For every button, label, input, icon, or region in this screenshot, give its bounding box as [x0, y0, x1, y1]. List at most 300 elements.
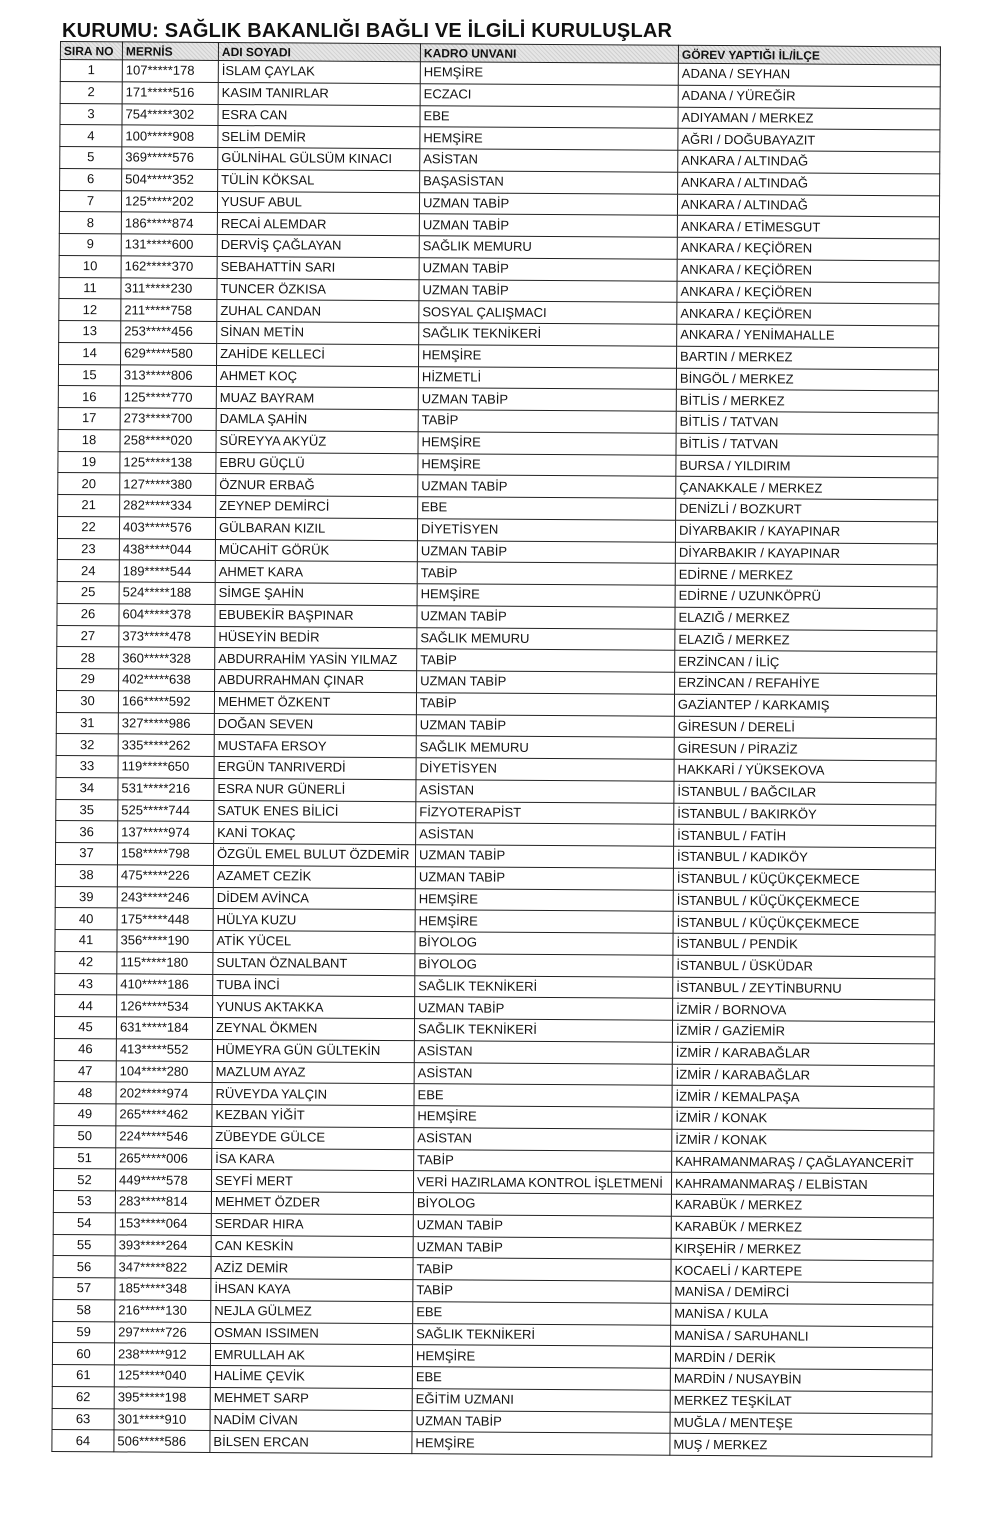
- cell-adi-soyadi: ATİK YÜCEL: [213, 930, 415, 953]
- cell-kadro-unvani: DİYETİSYEN: [417, 518, 675, 541]
- cell-adi-soyadi: EBRU GÜÇLÜ: [216, 452, 418, 475]
- cell-kadro-unvani: UZMAN TABİP: [418, 475, 676, 498]
- cell-gorev-yeri: ADANA / SEYHAN: [678, 63, 940, 86]
- cell-adi-soyadi: SEYFİ MERT: [211, 1170, 413, 1193]
- cell-adi-soyadi: ZÜBEYDE GÜLCE: [212, 1126, 414, 1149]
- cell-kadro-unvani: UZMAN TABİP: [419, 279, 677, 302]
- cell-adi-soyadi: SATUK ENES BİLİCİ: [214, 800, 416, 823]
- cell-mernis: 410*****186: [117, 973, 213, 995]
- cell-mernis: 754*****302: [122, 103, 218, 125]
- cell-mernis: 125*****138: [120, 451, 216, 473]
- header-mernis: MERNİS: [122, 42, 218, 61]
- cell-kadro-unvani: UZMAN TABİP: [417, 671, 675, 694]
- cell-adi-soyadi: ZUHAL CANDAN: [217, 300, 419, 323]
- cell-mernis: 438*****044: [119, 538, 215, 560]
- cell-adi-soyadi: SİMGE ŞAHİN: [215, 582, 417, 605]
- cell-mernis: 186*****874: [121, 212, 217, 234]
- table-row: [52, 1430, 932, 1457]
- header-adi-soyadi: ADI SOYADI: [218, 42, 420, 61]
- cell-sira-no: 19: [58, 451, 120, 473]
- cell-mernis: 224*****546: [116, 1126, 212, 1148]
- cell-mernis: 185*****348: [115, 1278, 211, 1300]
- cell-kadro-unvani: UZMAN TABİP: [417, 605, 675, 628]
- cell-gorev-yeri: ELAZIĞ / MERKEZ: [675, 629, 937, 652]
- cell-mernis: 283*****814: [115, 1191, 211, 1213]
- cell-gorev-yeri: İSTANBUL / ÜSKÜDAR: [673, 955, 935, 978]
- cell-adi-soyadi: HÜSEYİN BEDİR: [215, 626, 417, 649]
- cell-kadro-unvani: BAŞASİSTAN: [420, 170, 678, 193]
- cell-kadro-unvani: EBE: [418, 497, 676, 520]
- cell-mernis: 258*****020: [120, 430, 216, 452]
- cell-adi-soyadi: DAMLA ŞAHİN: [216, 408, 418, 431]
- cell-gorev-yeri: ANKARA / KEÇİÖREN: [677, 259, 939, 282]
- cell-mernis: 531*****216: [118, 778, 214, 800]
- cell-mernis: 273*****700: [120, 408, 216, 430]
- cell-kadro-unvani: HEMŞİRE: [418, 453, 676, 476]
- cell-mernis: 265*****006: [116, 1147, 212, 1169]
- cell-gorev-yeri: BİTLİS / TATVAN: [676, 411, 938, 434]
- cell-kadro-unvani: SAĞLIK MEMURU: [417, 627, 675, 650]
- cell-mernis: 347*****822: [115, 1256, 211, 1278]
- cell-mernis: 125*****202: [121, 190, 217, 212]
- cell-adi-soyadi: DOĞAN SEVEN: [214, 713, 416, 736]
- cell-sira-no: 22: [57, 516, 119, 538]
- cell-sira-no: 52: [53, 1169, 115, 1191]
- cell-kadro-unvani: EĞİTİM UZMANI: [412, 1388, 670, 1411]
- cell-gorev-yeri: İZMİR / KARABAĞLAR: [672, 1042, 934, 1065]
- cell-adi-soyadi: İSLAM ÇAYLAK: [218, 60, 420, 83]
- cell-adi-soyadi: DERVİŞ ÇAĞLAYAN: [217, 234, 419, 257]
- cell-sira-no: 59: [53, 1321, 115, 1343]
- cell-sira-no: 63: [52, 1408, 114, 1430]
- cell-kadro-unvani: HEMŞİRE: [415, 888, 673, 911]
- cell-mernis: 395*****198: [114, 1387, 210, 1409]
- cell-adi-soyadi: CAN KESKİN: [211, 1235, 413, 1258]
- cell-adi-soyadi: TUNCER ÖZKISA: [217, 278, 419, 301]
- cell-mernis: 313*****806: [120, 364, 216, 386]
- cell-adi-soyadi: TUBA İNCİ: [213, 974, 415, 997]
- cell-adi-soyadi: MÜCAHİT GÖRÜK: [215, 539, 417, 562]
- cell-gorev-yeri: DİYARBAKIR / KAYAPINAR: [675, 520, 937, 543]
- cell-sira-no: 10: [59, 255, 121, 277]
- cell-mernis: 238*****912: [114, 1343, 210, 1365]
- cell-adi-soyadi: SÜREYYA AKYÜZ: [216, 430, 418, 453]
- cell-kadro-unvani: SOSYAL ÇALIŞMACI: [419, 301, 677, 324]
- cell-gorev-yeri: KARABÜK / MERKEZ: [671, 1194, 933, 1217]
- cell-sira-no: 49: [54, 1103, 116, 1125]
- cell-sira-no: 45: [54, 1016, 116, 1038]
- cell-gorev-yeri: İSTANBUL / KÜÇÜKÇEKMECE: [673, 890, 935, 913]
- cell-kadro-unvani: HEMŞİRE: [412, 1432, 670, 1455]
- cell-gorev-yeri: İZMİR / KONAK: [672, 1129, 934, 1152]
- cell-gorev-yeri: ÇANAKKALE / MERKEZ: [676, 477, 938, 500]
- cell-kadro-unvani: SAĞLIK TEKNİKERİ: [414, 1019, 672, 1042]
- cell-sira-no: 33: [56, 755, 118, 777]
- cell-sira-no: 29: [57, 668, 119, 690]
- cell-gorev-yeri: MUĞLA / MENTEŞE: [670, 1412, 932, 1435]
- cell-kadro-unvani: BİYOLOG: [415, 953, 673, 976]
- cell-sira-no: 64: [52, 1430, 114, 1452]
- cell-gorev-yeri: KAHRAMANMARAŞ / ELBİSTAN: [671, 1173, 933, 1196]
- cell-gorev-yeri: İSTANBUL / BAKIRKÖY: [674, 803, 936, 826]
- cell-kadro-unvani: EBE: [414, 1084, 672, 1107]
- cell-sira-no: 46: [54, 1038, 116, 1060]
- cell-adi-soyadi: ERGÜN TANRIVERDİ: [214, 756, 416, 779]
- cell-mernis: 360*****328: [119, 647, 215, 669]
- cell-adi-soyadi: YUSUF ABUL: [217, 191, 419, 214]
- cell-kadro-unvani: UZMAN TABİP: [418, 388, 676, 411]
- cell-gorev-yeri: ANKARA / KEÇİÖREN: [677, 281, 939, 304]
- cell-mernis: 369*****576: [122, 147, 218, 169]
- cell-gorev-yeri: ANKARA / ALTINDAĞ: [678, 150, 940, 173]
- cell-gorev-yeri: MANİSA / KULA: [671, 1303, 933, 1326]
- cell-kadro-unvani: SAĞLIK MEMURU: [419, 236, 677, 259]
- cell-gorev-yeri: BİTLİS / TATVAN: [676, 433, 938, 456]
- cell-adi-soyadi: SİNAN METİN: [217, 321, 419, 344]
- cell-mernis: 162*****370: [121, 256, 217, 278]
- cell-gorev-yeri: ANKARA / KEÇİÖREN: [677, 237, 939, 260]
- cell-kadro-unvani: HİZMETLİ: [418, 366, 676, 389]
- cell-kadro-unvani: UZMAN TABİP: [413, 1214, 671, 1237]
- cell-sira-no: 54: [53, 1212, 115, 1234]
- cell-adi-soyadi: AZAMET CEZİK: [213, 865, 415, 888]
- cell-gorev-yeri: İSTANBUL / KADIKÖY: [673, 846, 935, 869]
- cell-mernis: 127*****380: [120, 473, 216, 495]
- cell-mernis: 153*****064: [115, 1213, 211, 1235]
- cell-adi-soyadi: GÜLNİHAL GÜLSÜM KINACI: [218, 147, 420, 170]
- cell-sira-no: 21: [58, 494, 120, 516]
- cell-gorev-yeri: ADIYAMAN / MERKEZ: [678, 107, 940, 130]
- cell-adi-soyadi: ÖZGÜL EMEL BULUT ÖZDEMİR: [213, 843, 415, 866]
- cell-mernis: 504*****352: [122, 169, 218, 191]
- cell-gorev-yeri: İZMİR / KEMALPAŞA: [672, 1086, 934, 1109]
- cell-sira-no: 47: [54, 1060, 116, 1082]
- cell-kadro-unvani: EBE: [420, 105, 678, 128]
- cell-kadro-unvani: EBE: [413, 1301, 671, 1324]
- cell-gorev-yeri: EDİRNE / MERKEZ: [675, 564, 937, 587]
- cell-gorev-yeri: KOCAELİ / KARTEPE: [671, 1260, 933, 1283]
- cell-mernis: 373*****478: [119, 625, 215, 647]
- header-kadro-unvani: KADRO UNVANI: [420, 44, 678, 64]
- cell-gorev-yeri: İZMİR / BORNOVA: [673, 999, 935, 1022]
- cell-kadro-unvani: HEMŞİRE: [420, 62, 678, 85]
- cell-adi-soyadi: ZEYNEP DEMİRCİ: [216, 495, 418, 518]
- cell-gorev-yeri: MANİSA / SARUHANLI: [671, 1325, 933, 1348]
- cell-kadro-unvani: ASİSTAN: [414, 1040, 672, 1063]
- cell-sira-no: 36: [56, 821, 118, 843]
- cell-mernis: 524*****188: [119, 582, 215, 604]
- cell-mernis: 301*****910: [114, 1408, 210, 1430]
- cell-sira-no: 20: [58, 473, 120, 495]
- cell-kadro-unvani: UZMAN TABİP: [416, 714, 674, 737]
- cell-mernis: 265*****462: [116, 1104, 212, 1126]
- cell-kadro-unvani: VERİ HAZIRLAMA KONTROL İŞLETMENİ: [413, 1171, 671, 1194]
- cell-kadro-unvani: UZMAN TABİP: [415, 866, 673, 889]
- cell-mernis: 216*****130: [115, 1300, 211, 1322]
- cell-adi-soyadi: NEJLA GÜLMEZ: [211, 1300, 413, 1323]
- cell-sira-no: 35: [56, 799, 118, 821]
- cell-mernis: 506*****586: [114, 1430, 210, 1452]
- cell-adi-soyadi: MEHMET SARP: [210, 1387, 412, 1410]
- cell-gorev-yeri: DENİZLİ / BOZKURT: [676, 498, 938, 521]
- cell-sira-no: 60: [52, 1343, 114, 1365]
- cell-adi-soyadi: RECAİ ALEMDAR: [217, 213, 419, 236]
- cell-kadro-unvani: UZMAN TABİP: [415, 997, 673, 1020]
- cell-adi-soyadi: HALİME ÇEVİK: [210, 1365, 412, 1388]
- header-sira-no: SIRA NO: [60, 42, 122, 60]
- cell-mernis: 243*****246: [117, 886, 213, 908]
- cell-sira-no: 56: [53, 1256, 115, 1278]
- cell-kadro-unvani: TABİP: [413, 1280, 671, 1303]
- cell-adi-soyadi: AHMET KOÇ: [216, 365, 418, 388]
- cell-sira-no: 25: [57, 581, 119, 603]
- cell-adi-soyadi: İHSAN KAYA: [211, 1278, 413, 1301]
- cell-sira-no: 43: [55, 973, 117, 995]
- cell-sira-no: 37: [55, 842, 117, 864]
- cell-adi-soyadi: RÜVEYDA YALÇIN: [212, 1083, 414, 1106]
- cell-adi-soyadi: SERDAR HIRA: [211, 1213, 413, 1236]
- cell-sira-no: 55: [53, 1234, 115, 1256]
- cell-mernis: 175*****448: [117, 908, 213, 930]
- cell-sira-no: 58: [53, 1299, 115, 1321]
- cell-sira-no: 62: [52, 1386, 114, 1408]
- cell-sira-no: 31: [56, 712, 118, 734]
- cell-mernis: 297*****726: [115, 1321, 211, 1343]
- cell-gorev-yeri: İSTANBUL / KÜÇÜKÇEKMECE: [673, 868, 935, 891]
- cell-kadro-unvani: SAĞLIK TEKNİKERİ: [419, 323, 677, 346]
- cell-adi-soyadi: ÖZNUR ERBAĞ: [216, 474, 418, 497]
- cell-sira-no: 61: [52, 1364, 114, 1386]
- cell-sira-no: 26: [57, 603, 119, 625]
- cell-kadro-unvani: ASİSTAN: [420, 149, 678, 172]
- cell-mernis: 137*****974: [118, 821, 214, 843]
- cell-gorev-yeri: HAKKARİ / YÜKSEKOVA: [674, 759, 936, 782]
- cell-mernis: 311*****230: [121, 277, 217, 299]
- cell-gorev-yeri: GİRESUN / DERELİ: [674, 716, 936, 739]
- cell-kadro-unvani: HEMŞİRE: [412, 1345, 670, 1368]
- cell-sira-no: 18: [58, 429, 120, 451]
- cell-gorev-yeri: MERKEZ TEŞKİLAT: [670, 1390, 932, 1413]
- cell-gorev-yeri: MANİSA / DEMİRCİ: [671, 1281, 933, 1304]
- cell-sira-no: 32: [56, 734, 118, 756]
- cell-sira-no: 13: [59, 320, 121, 342]
- cell-kadro-unvani: UZMAN TABİP: [417, 540, 675, 563]
- cell-gorev-yeri: ANKARA / KEÇİÖREN: [677, 303, 939, 326]
- cell-adi-soyadi: TÜLİN KÖKSAL: [218, 169, 420, 192]
- cell-sira-no: 3: [60, 103, 122, 125]
- cell-mernis: 525*****744: [118, 799, 214, 821]
- cell-gorev-yeri: İSTANBUL / ZEYTİNBURNU: [673, 977, 935, 1000]
- cell-gorev-yeri: MUŞ / MERKEZ: [670, 1434, 932, 1457]
- cell-mernis: 449*****578: [115, 1169, 211, 1191]
- cell-mernis: 413*****552: [116, 1039, 212, 1061]
- cell-adi-soyadi: SULTAN ÖZNALBANT: [213, 952, 415, 975]
- table-body: [52, 60, 940, 1457]
- cell-mernis: 189*****544: [119, 560, 215, 582]
- cell-sira-no: 12: [59, 299, 121, 321]
- cell-sira-no: 39: [55, 886, 117, 908]
- cell-gorev-yeri: ERZİNCAN / İLİÇ: [675, 651, 937, 674]
- cell-gorev-yeri: MARDİN / DERİK: [670, 1347, 932, 1370]
- cell-sira-no: 11: [59, 277, 121, 299]
- cell-mernis: 629*****580: [121, 343, 217, 365]
- cell-kadro-unvani: UZMAN TABİP: [412, 1410, 670, 1433]
- cell-gorev-yeri: ADANA / YÜREĞİR: [678, 85, 940, 108]
- cell-kadro-unvani: EBE: [412, 1367, 670, 1390]
- cell-adi-soyadi: HÜMEYRA GÜN GÜLTEKİN: [212, 1039, 414, 1062]
- cell-gorev-yeri: GAZİANTEP / KARKAMIŞ: [674, 694, 936, 717]
- cell-kadro-unvani: ASİSTAN: [416, 823, 674, 846]
- cell-sira-no: 53: [53, 1190, 115, 1212]
- cell-kadro-unvani: BİYOLOG: [415, 932, 673, 955]
- cell-sira-no: 24: [57, 560, 119, 582]
- cell-kadro-unvani: ASİSTAN: [414, 1127, 672, 1150]
- cell-kadro-unvani: TABİP: [417, 562, 675, 585]
- cell-kadro-unvani: ASİSTAN: [416, 779, 674, 802]
- cell-gorev-yeri: İSTANBUL / FATİH: [674, 825, 936, 848]
- cell-kadro-unvani: TABİP: [414, 1149, 672, 1172]
- cell-kadro-unvani: TABİP: [413, 1258, 671, 1281]
- cell-gorev-yeri: İSTANBUL / KÜÇÜKÇEKMECE: [673, 912, 935, 935]
- cell-sira-no: 38: [55, 864, 117, 886]
- cell-kadro-unvani: BİYOLOG: [413, 1193, 671, 1216]
- cell-mernis: 202*****974: [116, 1082, 212, 1104]
- cell-gorev-yeri: İZMİR / GAZİEMİR: [672, 1020, 934, 1043]
- cell-gorev-yeri: ANKARA / ALTINDAĞ: [677, 194, 939, 217]
- cell-sira-no: 9: [59, 233, 121, 255]
- cell-adi-soyadi: ZEYNAL ÖKMEN: [212, 1017, 414, 1040]
- cell-sira-no: 7: [59, 190, 121, 212]
- cell-gorev-yeri: BURSA / YILDIRIM: [676, 455, 938, 478]
- cell-mernis: 104*****280: [116, 1060, 212, 1082]
- cell-sira-no: 50: [54, 1125, 116, 1147]
- cell-sira-no: 34: [56, 777, 118, 799]
- cell-sira-no: 2: [60, 81, 122, 103]
- cell-mernis: 475*****226: [117, 865, 213, 887]
- cell-adi-soyadi: AZİZ DEMİR: [211, 1257, 413, 1280]
- cell-adi-soyadi: YUNUS AKTAKKA: [213, 996, 415, 1019]
- cell-adi-soyadi: OSMAN ISSIMEN: [211, 1322, 413, 1345]
- cell-adi-soyadi: MUSTAFA ERSOY: [214, 735, 416, 758]
- cell-adi-soyadi: EBUBEKİR BAŞPINAR: [215, 604, 417, 627]
- cell-gorev-yeri: KAHRAMANMARAŞ / ÇAĞLAYANCERİT: [672, 1151, 934, 1174]
- cell-mernis: 119*****650: [118, 756, 214, 778]
- cell-sira-no: 8: [59, 212, 121, 234]
- cell-mernis: 100*****908: [122, 125, 218, 147]
- document-title: KURUMU: SAĞLIK BAKANLIĞI BAĞLI VE İLGİLİ KURULUŞLAR: [62, 20, 673, 42]
- cell-sira-no: 30: [56, 690, 118, 712]
- cell-mernis: 125*****770: [120, 386, 216, 408]
- cell-sira-no: 1: [60, 60, 122, 82]
- cell-adi-soyadi: HÜLYA KUZU: [213, 909, 415, 932]
- cell-kadro-unvani: UZMAN TABİP: [415, 845, 673, 868]
- cell-sira-no: 27: [57, 625, 119, 647]
- cell-mernis: 166*****592: [118, 691, 214, 713]
- cell-kadro-unvani: HEMŞİRE: [417, 584, 675, 607]
- cell-mernis: 115*****180: [117, 952, 213, 974]
- cell-mernis: 158*****798: [117, 843, 213, 865]
- cell-adi-soyadi: SELİM DEMİR: [218, 126, 420, 149]
- cell-gorev-yeri: EDİRNE / UZUNKÖPRÜ: [675, 585, 937, 608]
- cell-adi-soyadi: SEBAHATTİN SARI: [217, 256, 419, 279]
- cell-kadro-unvani: ECZACI: [420, 83, 678, 106]
- cell-mernis: 131*****600: [121, 234, 217, 256]
- cell-kadro-unvani: TABİP: [417, 649, 675, 672]
- cell-mernis: 327*****986: [118, 712, 214, 734]
- cell-gorev-yeri: ANKARA / ALTINDAĞ: [678, 172, 940, 195]
- cell-kadro-unvani: ASİSTAN: [414, 1062, 672, 1085]
- cell-adi-soyadi: MUAZ BAYRAM: [216, 387, 418, 410]
- cell-mernis: 335*****262: [118, 734, 214, 756]
- cell-kadro-unvani: HEMŞİRE: [420, 127, 678, 150]
- cell-adi-soyadi: GÜLBARAN KIZIL: [215, 517, 417, 540]
- cell-kadro-unvani: FİZYOTERAPİST: [416, 801, 674, 824]
- cell-kadro-unvani: SAĞLIK TEKNİKERİ: [413, 1323, 671, 1346]
- cell-gorev-yeri: MARDİN / NUSAYBİN: [670, 1368, 932, 1391]
- cell-mernis: 604*****378: [119, 604, 215, 626]
- cell-sira-no: 57: [53, 1277, 115, 1299]
- cell-sira-no: 14: [59, 342, 121, 364]
- cell-mernis: 631*****184: [116, 1017, 212, 1039]
- cell-kadro-unvani: UZMAN TABİP: [419, 192, 677, 215]
- cell-sira-no: 44: [55, 995, 117, 1017]
- cell-adi-soyadi: MEHMET ÖZKENT: [214, 691, 416, 714]
- cell-adi-soyadi: MEHMET ÖZDER: [211, 1191, 413, 1214]
- cell-adi-soyadi: KEZBAN YİĞİT: [212, 1104, 414, 1127]
- cell-mernis: 171*****516: [122, 82, 218, 104]
- cell-sira-no: 42: [55, 951, 117, 973]
- cell-adi-soyadi: DİDEM AVİNCA: [213, 887, 415, 910]
- cell-kadro-unvani: UZMAN TABİP: [413, 1236, 671, 1259]
- cell-sira-no: 5: [60, 147, 122, 169]
- cell-sira-no: 15: [58, 364, 120, 386]
- personnel-table: [51, 41, 941, 1457]
- cell-sira-no: 41: [55, 929, 117, 951]
- cell-kadro-unvani: SAĞLIK MEMURU: [416, 736, 674, 759]
- cell-gorev-yeri: İSTANBUL / PENDİK: [673, 933, 935, 956]
- cell-gorev-yeri: İZMİR / KONAK: [672, 1107, 934, 1130]
- cell-kadro-unvani: HEMŞİRE: [418, 431, 676, 454]
- cell-gorev-yeri: AĞRI / DOĞUBAYAZIT: [678, 129, 940, 152]
- cell-mernis: 253*****456: [121, 321, 217, 343]
- cell-sira-no: 51: [54, 1147, 116, 1169]
- cell-gorev-yeri: İSTANBUL / BAĞCILAR: [674, 781, 936, 804]
- cell-sira-no: 28: [57, 647, 119, 669]
- cell-gorev-yeri: ERZİNCAN / REFAHİYE: [675, 672, 937, 695]
- cell-mernis: 356*****190: [117, 930, 213, 952]
- cell-sira-no: 16: [58, 386, 120, 408]
- cell-sira-no: 40: [55, 908, 117, 930]
- cell-adi-soyadi: BİLSEN ERCAN: [210, 1431, 412, 1454]
- cell-sira-no: 23: [57, 538, 119, 560]
- cell-gorev-yeri: İZMİR / KARABAĞLAR: [672, 1064, 934, 1087]
- cell-kadro-unvani: UZMAN TABİP: [419, 257, 677, 280]
- cell-adi-soyadi: KANİ TOKAÇ: [214, 822, 416, 845]
- cell-adi-soyadi: ABDURRAHİM YASİN YILMAZ: [215, 648, 417, 671]
- cell-kadro-unvani: HEMŞİRE: [415, 910, 673, 933]
- cell-adi-soyadi: MAZLUM AYAZ: [212, 1061, 414, 1084]
- cell-sira-no: 4: [60, 125, 122, 147]
- cell-kadro-unvani: UZMAN TABİP: [419, 214, 677, 237]
- cell-gorev-yeri: GİRESUN / PİRAZİZ: [674, 738, 936, 761]
- cell-mernis: 402*****638: [119, 669, 215, 691]
- cell-kadro-unvani: HEMŞİRE: [419, 344, 677, 367]
- cell-gorev-yeri: BİTLİS / MERKEZ: [676, 390, 938, 413]
- cell-sira-no: 17: [58, 407, 120, 429]
- cell-gorev-yeri: BİNGÖL / MERKEZ: [676, 368, 938, 391]
- cell-gorev-yeri: ANKARA / ETİMESGUT: [677, 216, 939, 239]
- cell-gorev-yeri: BARTIN / MERKEZ: [677, 346, 939, 369]
